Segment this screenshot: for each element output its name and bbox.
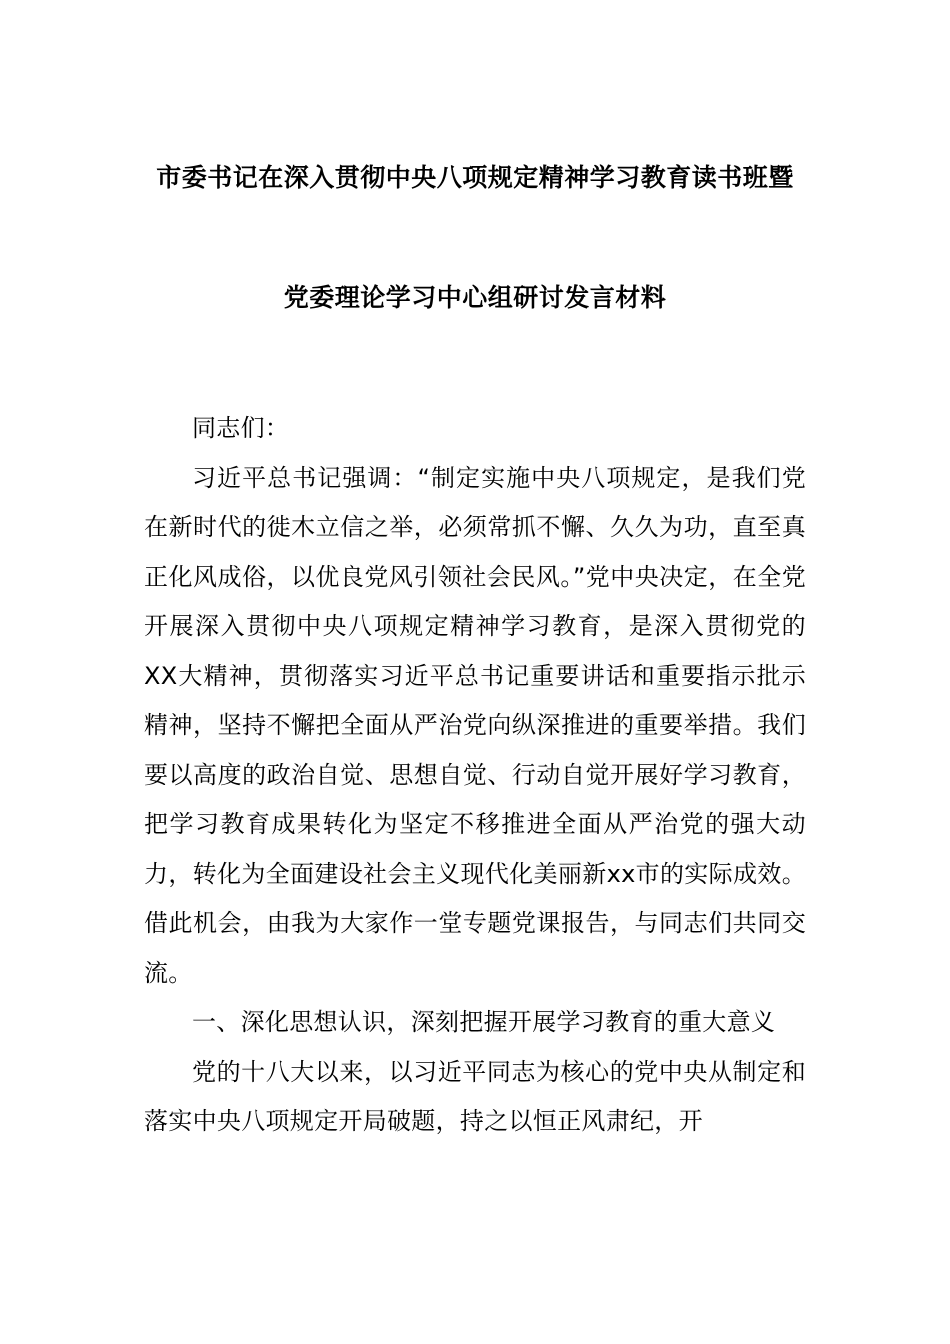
section-heading-1: 一、深化思想认识，深刻把握开展学习教育的重大意义	[192, 1008, 776, 1036]
document-title-line-2: 党委理论学习中心组研讨发言材料	[283, 283, 667, 312]
salutation-paragraph: 同志们：	[192, 414, 290, 442]
section-1-paragraph: 党的十八大以来，以习近平同志为核心的党中央从制定和落实中央八项规定开局破题，持之以恒正风肃纪，开	[144, 1057, 806, 1135]
document-title-line-1: 市委书记在深入贯彻中央八项规定精神学习教育读书班暨	[156, 163, 794, 192]
intro-paragraph: 习近平总书记强调：“制定实施中央八项规定，是我们党在新时代的徙木立信之举，必须常抓不懈、久久为功，直至真正化风成俗，以优良党风引领社会民风。”党中央决定，在全党开展深入贯彻中央八项规定精神学习教育，是深入贯彻党的XX大精神，贯彻落实习近平总书记重要讲话和重要指示批示精神，坚持不懈把全面从严治党向纵深推进的重要举措。我们要以高度的政治自觉、思想自觉、行动自觉开展好学习教育，把学习教育成果转化为坚定不移推进全面从严治党的强大动力，转化为全面建设社会主义现代化美丽新xx市的实际成效。借此机会，由我为大家作一堂专题党课报告，与同志们共同交流。	[144, 463, 806, 987]
document-body	[144, 404, 806, 1147]
